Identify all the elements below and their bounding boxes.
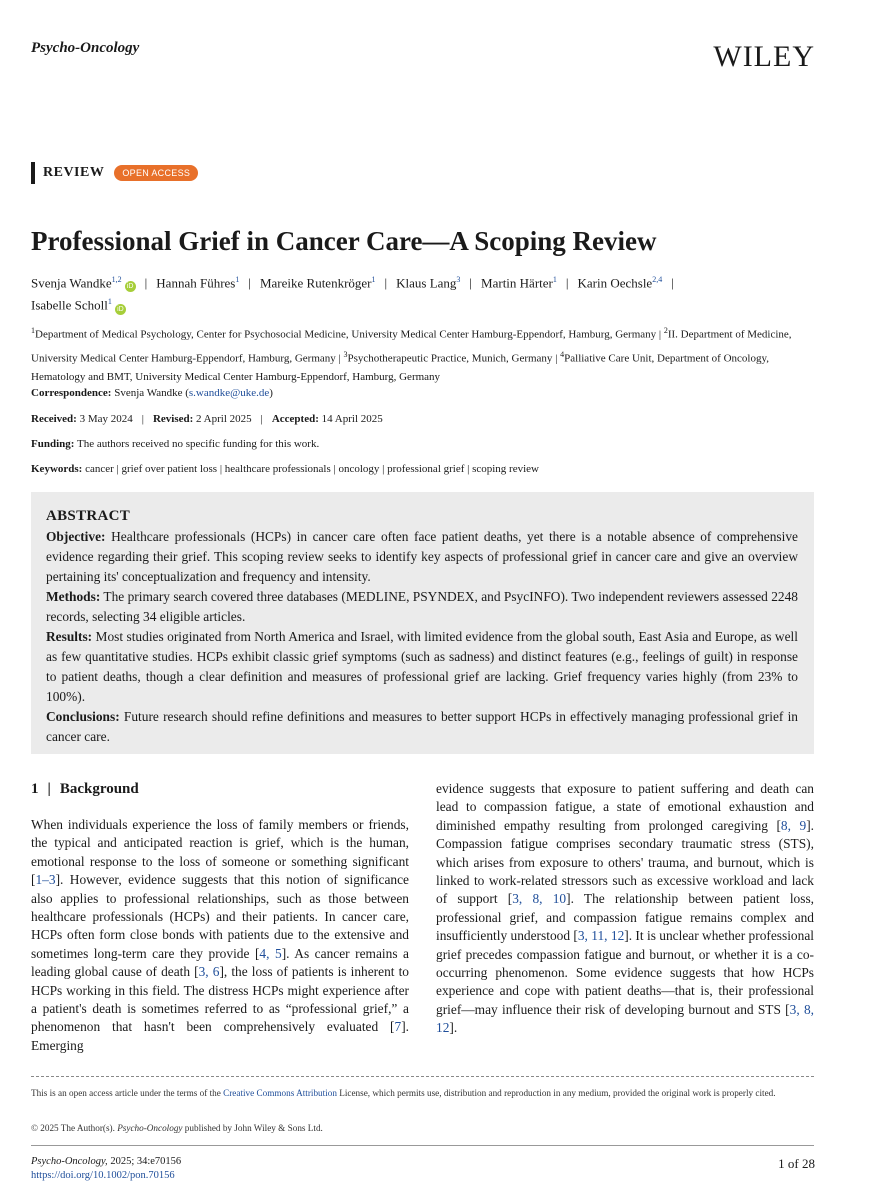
citation-link[interactable]: 4, 5: [259, 945, 282, 961]
license-note: [31, 1086, 816, 1101]
section-number: 1: [31, 781, 39, 797]
body-column-right: [436, 780, 814, 1038]
date-separator: |: [260, 413, 263, 425]
copyright-text: © 2025 The Author(s).: [31, 1123, 115, 1133]
license-text: License, which permits use, distribution and reproduction in any medium, provided the original work is properly cited.: [339, 1088, 776, 1098]
received-label: Received:: [31, 413, 77, 425]
objective-label: Objective:: [46, 529, 106, 544]
abstract-box: [31, 492, 814, 754]
abstract-results: [46, 627, 798, 707]
conclusions-text: Future research should refine definitions and measures to better support HCPs in effectively managing professional grief in cancer care.: [46, 709, 798, 744]
affil-separator: |: [658, 328, 662, 341]
author-affil-sup: 1: [235, 275, 240, 284]
body-paragraph: [31, 816, 409, 1055]
affiliation-text: Department of Medical Psychology, Center for Psychosocial Medicine, University Medical Center Hamburg-Eppendorf, Hamburg, Germany: [35, 328, 657, 341]
citation-link[interactable]: 3, 8, 12: [436, 1001, 814, 1036]
affiliation-text: Psychotherapeutic Practice, Munich, Germany: [347, 352, 553, 365]
objective-text: Healthcare professionals (HCPs) in cancer care often face patient deaths, yet there is a notable absence of comprehensive evidence regarding their grief. This scoping review seeks to identify key aspects of professional grief in cancer care and give an overview pertaining its' conceptualization and frequency and intensity.: [46, 529, 798, 584]
funding-text: The authors received no specific funding for this work.: [76, 438, 320, 450]
correspondence-line: Correspondence: Svenja Wandke (s.wandke@uke.de): [31, 387, 273, 399]
abstract-methods: [46, 587, 798, 627]
section-heading: [31, 781, 139, 798]
open-access-badge: OPEN ACCESS: [114, 165, 198, 181]
body-text: When individuals experience the loss of family members or friends, the typical and anticipated reaction is grief, which is the human, emotional response to the loss of someone or something significant [: [31, 817, 409, 888]
results-text: Most studies originated from North America and Israel, with limited evidence from the global south, East Asia and Europe, as well as few quantitative studies. HCPs exhibit classic grief symptoms (such as sadness) and distinct features (e.g., feelings of guilt) in response to patient deaths, though a clear definition and measures of professional grief are lacking. Grief frequency varies highly (from 23% to 100%).: [46, 629, 798, 704]
citation-link[interactable]: 3, 8, 10: [512, 891, 567, 907]
citation-link[interactable]: 7: [394, 1019, 402, 1035]
affiliations: [31, 321, 821, 387]
author-separator: |: [144, 275, 148, 291]
author-affil-sup: 2,4: [652, 275, 663, 284]
body-text: ].: [449, 1020, 458, 1036]
author-name[interactable]: Svenja Wandke: [31, 275, 112, 291]
citation-block: [31, 1155, 181, 1183]
affiliation-text: II. Department of Medicine, University Medical Center Hamburg-Eppendorf, Hamburg, Germany: [31, 328, 792, 365]
keywords-text: cancer | grief over patient loss | healthcare professionals | oncology | professional grief | scoping review: [85, 463, 539, 475]
author-separator: |: [248, 275, 251, 291]
affil-separator: |: [338, 352, 341, 365]
methods-label: Methods:: [46, 589, 101, 604]
keywords-label: Keywords:: [31, 463, 83, 475]
author-affil-sup: 3: [456, 275, 461, 284]
revised-date: 2 April 2025: [196, 413, 252, 425]
journal-name: Psycho-Oncology: [31, 40, 140, 56]
doi-link[interactable]: https://doi.org/10.1002/pon.70156: [31, 1170, 175, 1181]
author-list: [31, 270, 831, 315]
affiliation-text: Palliative Care Unit, Department of Oncology, Hematology and BMT, University Medical Center Hamburg-Eppendorf, Hamburg, Germany: [31, 352, 770, 384]
author-separator: |: [671, 275, 674, 291]
publisher-logo: WILEY: [713, 40, 815, 73]
author-name[interactable]: Karin Oechsle: [577, 275, 653, 291]
affil-sup: 4: [560, 349, 565, 359]
funding-line: [31, 438, 319, 450]
correspondence-email-link[interactable]: s.wandke@uke.de: [188, 387, 270, 399]
methods-text: The primary search covered three databases (MEDLINE, PSYNDEX, and PsycINFO). Two independent reviewers assessed 2248 records, selecting 34 eligible articles.: [46, 589, 798, 624]
results-label: Results:: [46, 629, 93, 644]
body-text: ]. It is unclear whether professional grief precedes compassion fatigue and burnout, or whether it is a co-occurring phenomenon. Some evidence suggests that how HCPs experience and cope with patient deaths—that is, their professional grief—may influence their risk of developing burnout and STS [: [436, 928, 814, 1017]
affil-separator: |: [555, 352, 558, 365]
body-column-left: [31, 816, 409, 1055]
bottom-divider: [31, 1145, 814, 1146]
body-text: ]. Emerging: [31, 1019, 409, 1053]
copyright-journal: Psycho-Oncology: [117, 1123, 183, 1133]
page-number: 1 of 28: [778, 1156, 815, 1171]
author-affil-sup: 1: [552, 275, 557, 284]
body-text: ]. The relationship between patient loss, professional grief, and compassion fatigue remains complex and insufficiently understood [: [436, 891, 815, 944]
accepted-label: Accepted:: [271, 413, 319, 425]
keywords-line: [31, 463, 539, 475]
author-separator: |: [384, 275, 388, 291]
accepted-date: 14 April 2025: [321, 413, 383, 425]
section-separator: |: [47, 781, 51, 797]
license-text: This is an open access article under the terms of the: [31, 1088, 221, 1098]
author-name[interactable]: Mareike Rutenkröger: [259, 275, 372, 291]
citation-link[interactable]: 8, 9: [780, 817, 807, 833]
author-affil-sup: 1,2: [111, 275, 122, 284]
author-separator: |: [565, 275, 569, 291]
received-date: 3 May 2024: [79, 413, 133, 425]
abstract-objective: [46, 527, 798, 587]
type-bar-decoration: [31, 162, 35, 184]
correspondence-name: Svenja Wandke: [114, 387, 183, 399]
affil-sup: 3: [343, 349, 348, 359]
orcid-icon[interactable]: iD: [115, 304, 126, 315]
footer-divider: [31, 1076, 814, 1077]
article-type-row: [31, 162, 198, 184]
abstract-conclusions: [46, 707, 798, 747]
body-text: ], the loss of patients is inherent to HCPs working in this field. The distress HCPs might experience after a patient's death is sometimes referred to as “professional grief,” a phenomenon that hasn't been comprehensively evaluated [: [31, 964, 409, 1035]
body-paragraph: [436, 780, 814, 1038]
citation-journal: Psycho-Oncology,: [31, 1156, 108, 1167]
author-separator: |: [469, 275, 473, 291]
citation-details: 2025; 34:e70156: [110, 1156, 182, 1167]
body-text: ]. As cancer remains a leading global cause of death [: [31, 945, 409, 980]
citation-link[interactable]: 3, 6: [198, 964, 220, 980]
citation-link[interactable]: 1–3: [35, 872, 56, 888]
dates-line: [31, 413, 383, 425]
author-name[interactable]: Klaus Lang: [396, 275, 457, 291]
article-title: Professional Grief in Cancer Care—A Scoping Review: [31, 226, 657, 256]
conclusions-label: Conclusions:: [46, 709, 120, 724]
author-name[interactable]: Hannah Führes: [156, 275, 236, 291]
funding-label: Funding:: [31, 438, 75, 450]
license-link[interactable]: Creative Commons Attribution: [223, 1088, 337, 1098]
body-text: ]. However, evidence suggests that this notion of significance also applies to professional relationships, such as those between healthcare professionals (HCPs) and their patients. In cancer care, HCPs often form close bonds with patients due to the extensive and sometimes long-term care they provide [: [31, 872, 409, 961]
copyright-note: [31, 1121, 816, 1136]
author-affil-sup: 1: [107, 297, 112, 307]
body-text: evidence suggests that exposure to patient suffering and death can lead to compassion fatigue, a state of emotional exhaustion and diminished empathy resulting from prolonged caregiving [: [436, 781, 814, 833]
section-title: Background: [59, 781, 139, 797]
citation-link[interactable]: 3, 11, 12: [577, 928, 625, 944]
affil-sup: 2: [663, 326, 668, 335]
date-separator: |: [141, 413, 144, 425]
article-type-label: REVIEW: [43, 165, 105, 180]
correspondence-label: Correspondence:: [31, 387, 112, 399]
author-affil-sup: 1: [371, 275, 376, 284]
body-text: ]. Compassion fatigue comprises secondary traumatic stress (STS), which arises from exposure to others' trauma, and burnout, which is linked to work-related stressors such as excessive workload and lack of support [: [436, 817, 814, 907]
author-name[interactable]: Isabelle Scholl: [31, 297, 108, 313]
abstract-heading: ABSTRACT: [46, 508, 131, 524]
citation-line: [31, 1155, 181, 1169]
author-name[interactable]: Martin Härter: [481, 275, 553, 291]
orcid-icon[interactable]: iD: [125, 281, 136, 292]
revised-label: Revised:: [152, 413, 194, 425]
affil-sup: 1: [31, 326, 35, 335]
copyright-text: published by John Wiley & Sons Ltd.: [184, 1123, 323, 1133]
